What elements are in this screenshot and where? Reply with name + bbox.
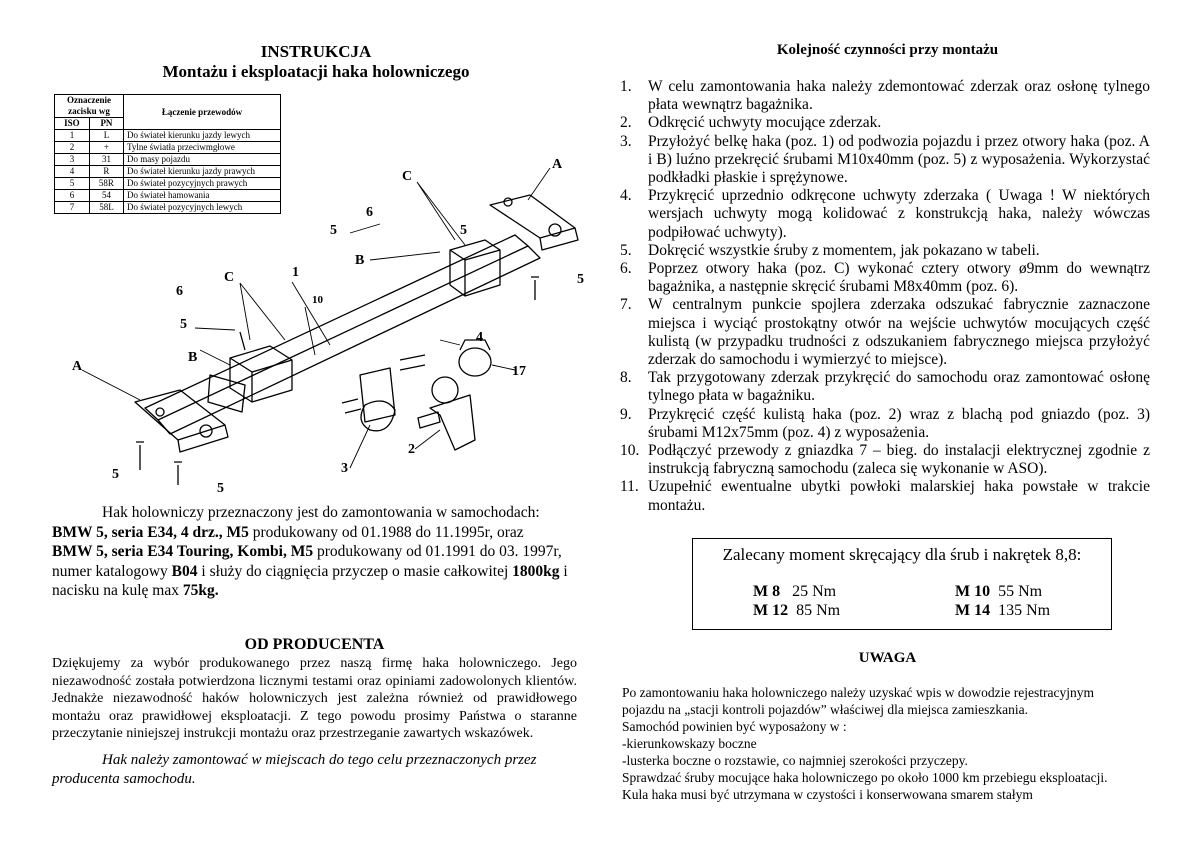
- producer-text: Dziękujemy za wybór produkowanego przez naszą firmę haka holowniczego. Jego niezawodność została potwierdzona licznymi testami oraz opiniami zadowolonych klientów. Jednakże niezawodność haków holowniczych jest zależna również od prawidłowego montażu oraz prawidłowej eksploatacji. Z tego powodu prosimy Państwa o staranne przeczytanie niniejszej instrukcji montażu oraz przestrzeganie zawartych wskazówek.: [52, 656, 577, 741]
- wiring-cell-iso: 6: [55, 190, 90, 202]
- uwaga-line-5: -lusterka boczne o rozstawie, co najmniej szerokości przyczepy.: [622, 753, 968, 768]
- wiring-cell-iso: 5: [55, 178, 90, 190]
- wiring-cell-pn: 58L: [89, 202, 123, 214]
- uwaga-line-6: Sprawdzać śruby mocujące haka holowniczego po około 1000 km przebiegu eksploatacji.: [622, 770, 1108, 785]
- step-text: Tak przygotowany zderzak przykręcić do samochodu oraz zamontować osłonę tylnego płata w bagażniku.: [648, 369, 1150, 405]
- step-number: 4.: [620, 187, 632, 205]
- socket-plate: [360, 368, 395, 422]
- leader-lines: [82, 168, 550, 468]
- step-number: 3.: [620, 132, 632, 150]
- wiring-cell-desc: Do świateł pozycyjnych prawych: [124, 178, 281, 190]
- label-c-top: C: [402, 169, 413, 184]
- bolts: [136, 277, 539, 485]
- label-a-right: A: [552, 157, 563, 172]
- wiring-cell-desc: Do świateł kierunku jazdy lewych: [124, 130, 281, 142]
- torque-m12: M 12 85 Nm: [753, 602, 841, 619]
- torque-m10: M 10 55 Nm: [955, 583, 1043, 600]
- wiring-cell-iso: 1: [55, 130, 90, 142]
- label-1: 1: [292, 265, 299, 280]
- label-10: 10: [312, 294, 323, 306]
- step-number: 11.: [620, 478, 639, 496]
- intro-catalog: numer katalogowy B04 i służy do ciągnięcia przyczep o masie całkowitej 1800kg i: [52, 562, 568, 580]
- wiring-cell-pn: L: [89, 130, 123, 142]
- intro-model-1: BMW 5, seria E34, 4 drz., M5 produkowany od 01.1988 do 11.1995r, oraz: [52, 523, 524, 541]
- step-item: [620, 242, 1150, 260]
- step-text: Odkręcić uchwyty mocujące zderzak.: [648, 114, 882, 132]
- uwaga-line-7: Kula haka musi być utrzymana w czystości i konserwowana smarem stałym: [622, 787, 1033, 802]
- intro-line-1: Hak holowniczy przeznaczony jest do zamontowania w samochodach:: [102, 504, 540, 521]
- step-item: [620, 296, 1150, 369]
- wiring-cell-iso: 4: [55, 166, 90, 178]
- step-item: [620, 406, 1150, 442]
- wiring-row: [55, 130, 281, 142]
- wiring-cell-desc: Do masy pojazdu: [124, 154, 281, 166]
- torque-box: [692, 538, 1112, 630]
- wiring-cell-desc: Do świateł pozycyjnych lewych: [124, 202, 281, 214]
- wiring-cell-pn: 31: [89, 154, 123, 166]
- intro-load: nacisku na kulę max 75kg.: [52, 582, 219, 599]
- wiring-cell-pn: +: [89, 142, 123, 154]
- step-item: [620, 133, 1150, 188]
- document-subtitle: Montażu i eksploatacji haka holowniczego: [162, 62, 470, 81]
- wiring-cell-desc: Do świateł hamowania: [124, 190, 281, 202]
- step-number: 1.: [620, 78, 632, 95]
- label-3: 3: [341, 461, 348, 476]
- wiring-col-pn: PN: [89, 118, 123, 130]
- step-number: 10.: [620, 442, 640, 460]
- label-5a: 5: [330, 223, 337, 238]
- step-number: 7.: [620, 296, 632, 314]
- label-c-left: C: [224, 270, 235, 285]
- torque-m14: M 14 135 Nm: [955, 602, 1051, 619]
- label-5d: 5: [577, 272, 584, 287]
- step-item: [620, 114, 1150, 132]
- step-text: Poprzez otwory haka (poz. C) wykonać cztery otwory ø9mm do wewnątrz bagażnika, a następnie skręcić śrubami M8x40mm (poz. 6).: [648, 260, 1150, 296]
- label-5f: 5: [217, 481, 224, 496]
- uwaga-line-2: pojazdu na „stacji kontroli pojazdów” właściwej dla miejsca zamieszkania.: [622, 702, 1028, 717]
- step-item: [620, 78, 1150, 114]
- step-number: 5.: [620, 241, 632, 259]
- producer-italic-note: Hak należy zamontować w miejscach do tego celu przeznaczonych przez producenta samochodu.: [52, 752, 537, 787]
- label-17: 17: [512, 364, 526, 379]
- mount-right: [450, 240, 500, 296]
- ball: [432, 377, 458, 403]
- step-item: [620, 369, 1150, 405]
- document-title: INSTRUKCJA: [260, 42, 372, 61]
- uwaga-line-1: Po zamontowaniu haka holowniczego należy uzyskać wpis w dowodzie rejestracyjnym: [622, 685, 1094, 700]
- wiring-cell-pn: R: [89, 166, 123, 178]
- step-text: Uzupełnić ewentualne ubytki powłoki malarskiej haka powstałe w trakcie montażu.: [648, 478, 1150, 514]
- bracket-a-right: [490, 195, 575, 238]
- label-b-left: B: [188, 350, 198, 365]
- step-number: 6.: [620, 260, 632, 278]
- label-a-left: A: [72, 359, 83, 374]
- step-text: Przykręcić część kulistą haka (poz. 2) wraz z blachą pod gniazdo (poz. 3) śrubami M12x75mm (poz. 4) z wyposażenia.: [648, 405, 1150, 441]
- step-text: W celu zamontowania haka należy zdemontować zderzak oraz osłonę tylnego płata wewnątrz bagażnika.: [648, 78, 1150, 114]
- label-b-mid: B: [355, 253, 365, 268]
- step-text: Podłączyć przewody z gniazdka 7 – bieg. do instalacji elektrycznej zgodnie z instrukcją fabryczną samochodu (zaleca się wykonanie w ASO).: [648, 442, 1150, 478]
- step-text: Przykręcić uprzednio odkręcone uchwyty zderzaka ( Uwaga ! W niektórych wersjach uchwyty mogą kolidować z konstrukcją haka, należy wówczas podpiłować uchwyty).: [648, 187, 1150, 241]
- wiring-cell-iso: 3: [55, 154, 90, 166]
- torque-m8: M 8 25 Nm: [753, 583, 837, 600]
- uwaga-heading: UWAGA: [858, 650, 917, 666]
- wiring-header-connection: Łączenie przewodów: [124, 95, 281, 130]
- intro-text: [52, 503, 577, 601]
- step-item: [620, 478, 1150, 514]
- uwaga-line-3: Samochód powinien być wyposażony w :: [622, 719, 847, 734]
- wiring-cell-iso: 2: [55, 142, 90, 154]
- label-2: 2: [408, 442, 415, 457]
- step-item: [620, 187, 1150, 242]
- towbar-diagram: [60, 150, 600, 500]
- step-number: 9.: [620, 405, 632, 423]
- wiring-col-iso: ISO: [55, 118, 90, 130]
- label-5b: 5: [180, 317, 187, 332]
- label-6b: 6: [176, 284, 183, 299]
- label-5e: 5: [112, 467, 119, 482]
- label-5c: 5: [460, 223, 467, 238]
- step-number: 2.: [620, 114, 632, 132]
- step-item: [620, 442, 1150, 478]
- main-beam: [145, 235, 528, 420]
- uwaga-line-4: -kierunkowskazy boczne: [622, 736, 757, 751]
- torque-heading: Zalecany moment skręcający dla śrub i nakrętek 8,8:: [722, 545, 1082, 564]
- label-4: 4: [476, 330, 483, 345]
- step-text: Dokręcić wszystkie śruby z momentem, jak pokazano w tabeli.: [648, 241, 1040, 259]
- step-number: 8.: [620, 369, 632, 387]
- steps-list: [620, 78, 1150, 515]
- step-item: [620, 260, 1150, 296]
- wiring-cell-pn: 58R: [89, 178, 123, 190]
- wiring-header-group: Oznaczenie zacisku wg: [55, 95, 124, 118]
- wiring-cell-desc: Do świateł kierunku jazdy prawych: [124, 166, 281, 178]
- step-text: W centralnym punkcie spojlera zderzaka odszukać fabrycznie zaznaczone miejsca i wyciąć prostokątny otwór na wejście uchwytów mocujących część kulistą (w przypadku trudności z odszukaniem fabrycznego miejsca przyłożyć zderzak do samochodu i wymierzyć to miejsce).: [648, 296, 1150, 369]
- ball-cap: [459, 348, 491, 376]
- step-text: Przyłożyć belkę haka (poz. 1) od podwozia pojazdu i przez otwory haka (poz. A i B) luźno przekręcić śrubami M10x40mm (poz. 5) z wyposażenia. Wykorzystać podkładki płaskie i sprężynowe.: [648, 132, 1150, 187]
- wiring-cell-desc: Tylne światła przeciwmgłowe: [124, 142, 281, 154]
- producer-heading: OD PRODUCENTA: [244, 636, 385, 653]
- label-6a: 6: [366, 205, 373, 220]
- wiring-cell-iso: 7: [55, 202, 90, 214]
- steps-heading: Kolejność czynności przy montażu: [776, 42, 999, 58]
- wiring-cell-pn: 54: [89, 190, 123, 202]
- intro-model-2: BMW 5, seria E34 Touring, Kombi, M5 produkowany od 01.1991 do 03. 1997r,: [52, 543, 562, 560]
- uwaga-text: [622, 684, 1150, 803]
